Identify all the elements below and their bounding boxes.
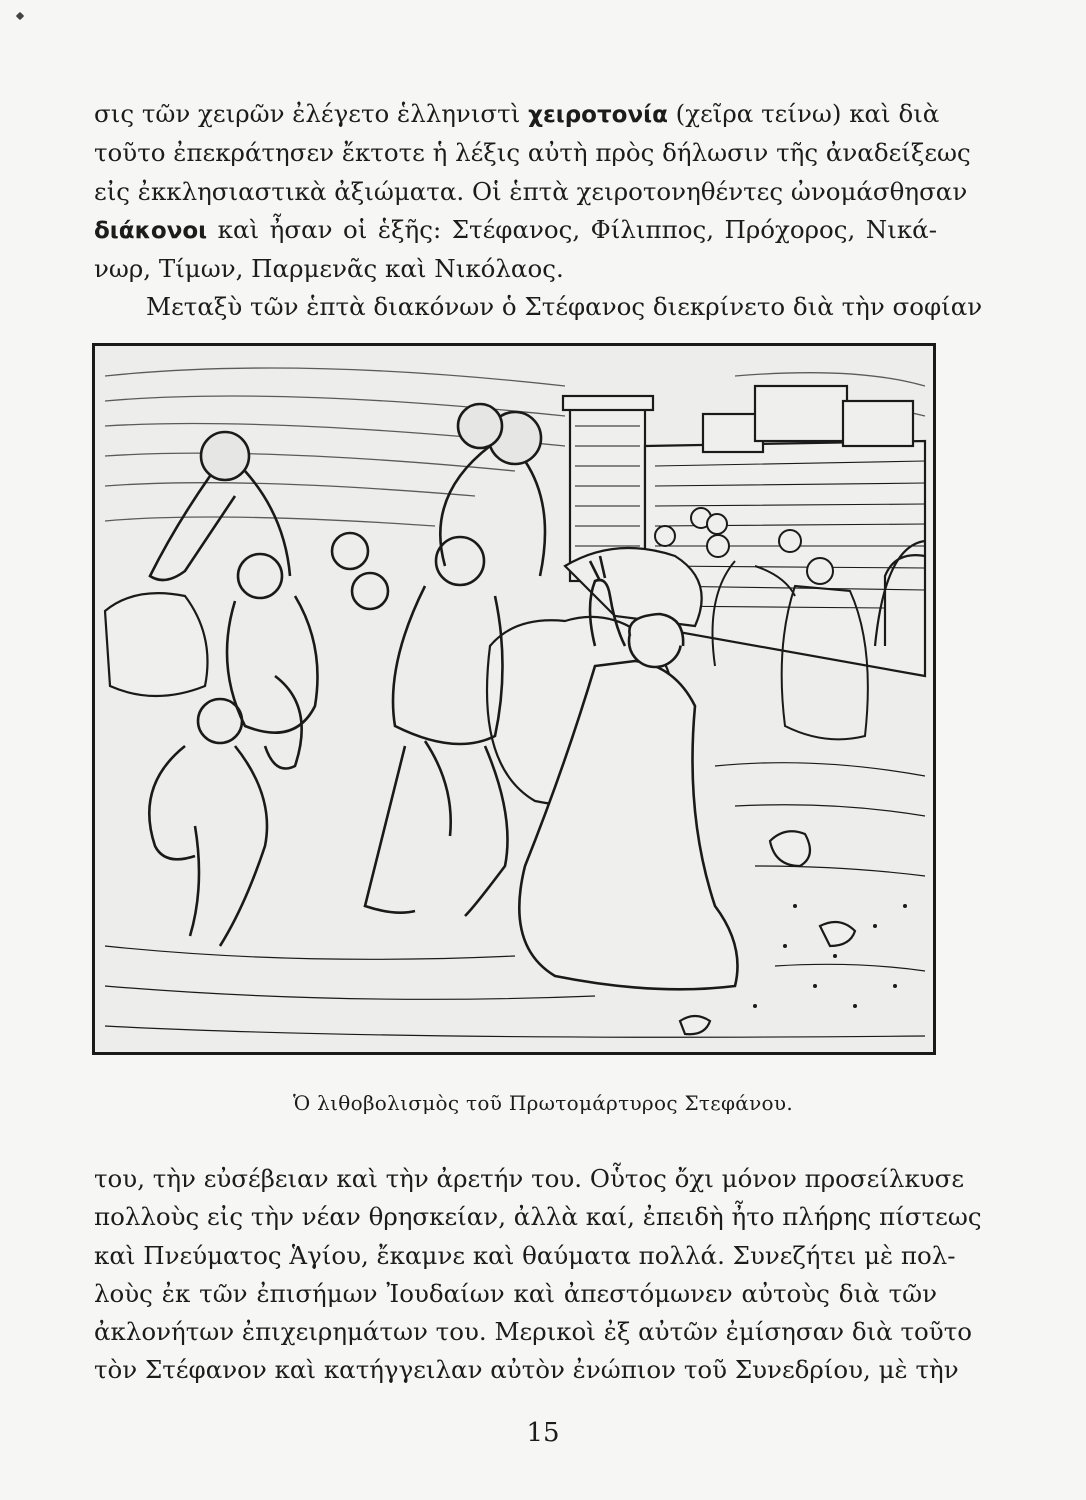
text-line: διάκονοι καὶ ἦσαν οἱ ἑξῆς: Στέφανος, Φίλιππος, Πρόχορος, Νικά-: [94, 214, 937, 244]
bottom-paragraph: [94, 1160, 982, 1390]
ground-hatching: [105, 763, 925, 1038]
text-line: τοῦτο ἐπεκράτησεν ἔκτοτε ἡ λέξις αὐτὴ πρὸς δήλωσιν τῆς ἀναδείξεως: [94, 138, 971, 168]
text-line: καὶ Πνεύματος Ἁγίου, ἔκαμνε καὶ θαύματα πολλά. Συνεζήτει μὲ πολ-: [94, 1240, 956, 1270]
term-diakonoi: διάκονοι: [94, 217, 208, 244]
term-cheirotonia: χειροτονία: [528, 102, 668, 128]
text-line: νωρ, Τίμων, Παρμενᾶς καὶ Νικόλαος.: [94, 254, 564, 284]
stray-ink-mark: [16, 12, 24, 20]
ground-stipple: [753, 904, 907, 1008]
text-line: του, τὴν εὐσέβειαν καὶ τὴν ἀρετήν του. Οὗτος ὄχι μόνον προσείλκυσε: [94, 1164, 965, 1193]
text-line: τὸν Στέφανον καὶ κατήγγειλαν αὐτὸν ἐνώπιον τοῦ Συνεδρίου, μὲ τὴν: [94, 1355, 959, 1385]
text-line: εἰς ἐκκλησιαστικὰ ἀξιώματα. Οἱ ἑπτὰ χειροτονηθέντες ὠνομάσθησαν: [94, 176, 968, 206]
page-number: 15: [526, 1418, 560, 1448]
second-paragraph-start: Μεταξὺ τῶν ἑπτὰ διακόνων ὁ Στέφανος διεκρίνετο διὰ τὴν σοφίαν: [146, 292, 983, 322]
figure-caption: Ὁ λιθοβολισμὸς τοῦ Πρωτομάρτυρος Στεφάνου.: [293, 1091, 793, 1115]
stoners-figures: [149, 404, 545, 946]
text-line: σις τῶν χειρῶν ἐλέγετο ἑλληνιστὶ χειροτονία (χεῖρα τείνω) καὶ διὰ: [94, 99, 940, 128]
top-paragraph: [94, 95, 983, 327]
stoning-illustration: [92, 343, 936, 1055]
text-line: λοὺς ἐκ τῶν ἐπισήμων Ἰουδαίων καὶ ἀπεστόμωνεν αὐτοὺς διὰ τῶν: [94, 1278, 937, 1308]
text-line: ἀκλονήτων ἐπιχειρημάτων του. Μερικοὶ ἐξ αὐτῶν ἐμίσησαν διὰ τοῦτο: [94, 1317, 973, 1347]
text-line: πολλοὺς εἰς τὴν νέαν θρησκείαν, ἀλλὰ καί, ἐπειδὴ ἦτο πλήρης πίστεως: [94, 1202, 982, 1232]
